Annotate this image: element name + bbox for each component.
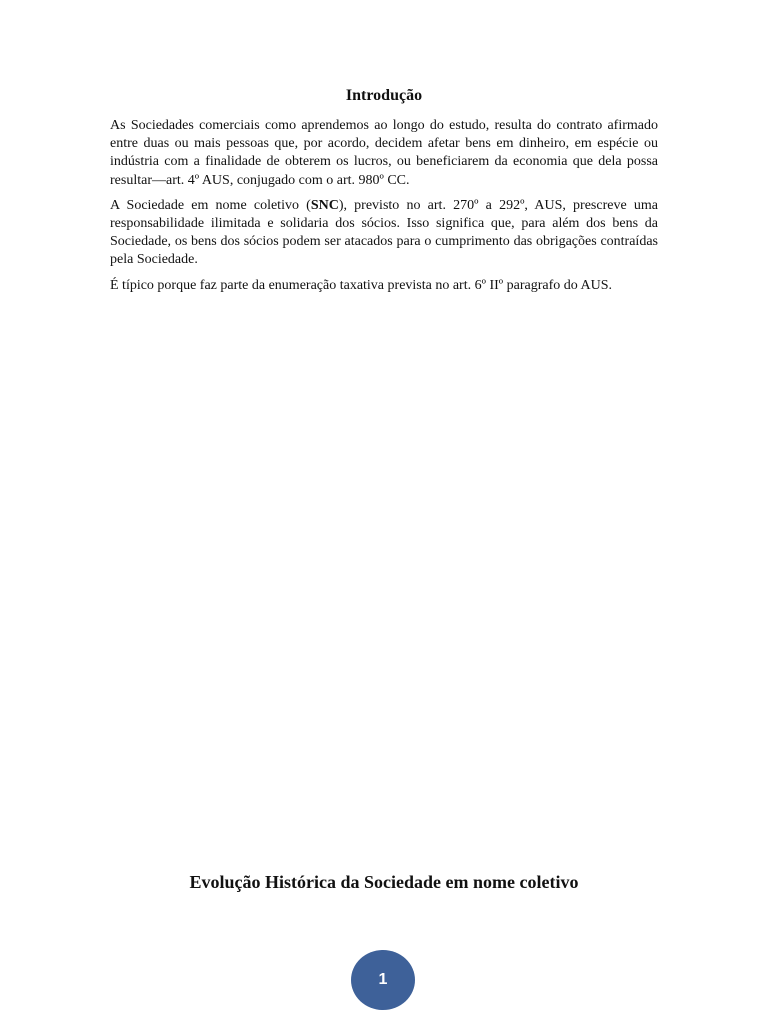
paragraph-1-text: As Sociedades comerciais como aprendemos ao longo do estudo, resulta do contrato afirmado entre duas ou mais pessoas que, por acordo, decidem afetar bens em dinheiro, em espécie ou indústria com a finalidade de obterem os lucros, ou beneficiarem da economia que dela possa resultar—art. 4º AUS, conjugado com o art. 980º CC. (110, 118, 658, 188)
paragraph-1 (110, 117, 658, 190)
paragraph-2-text-start: A Sociedade em nome coletivo ( (110, 197, 311, 213)
page-number: 1 (378, 971, 388, 988)
paragraph-3 (110, 277, 658, 295)
paragraph-2-text-end: ), previsto no art. 270º a 292º, AUS, prescreve uma responsabilidade ilimitada e solidaria dos sócios. Isso significa que, para além dos bens da Sociedade, os bens dos sócios podem ser atacados para o cumprimento das obrigações contraídas pela Sociedade. (110, 197, 658, 268)
section-heading-introducao: Introdução (345, 87, 423, 104)
paragraph-2 (110, 197, 658, 270)
body-text (110, 117, 658, 302)
page-number-badge (351, 950, 415, 1010)
paragraph-3-text: É típico porque faz parte da enumeração taxativa prevista no art. 6º IIº paragrafo do AUS. (110, 277, 612, 293)
section-heading-evolucao: Evolução Histórica da Sociedade em nome coletivo (189, 872, 579, 892)
snc-abbreviation: SNC (310, 197, 339, 213)
